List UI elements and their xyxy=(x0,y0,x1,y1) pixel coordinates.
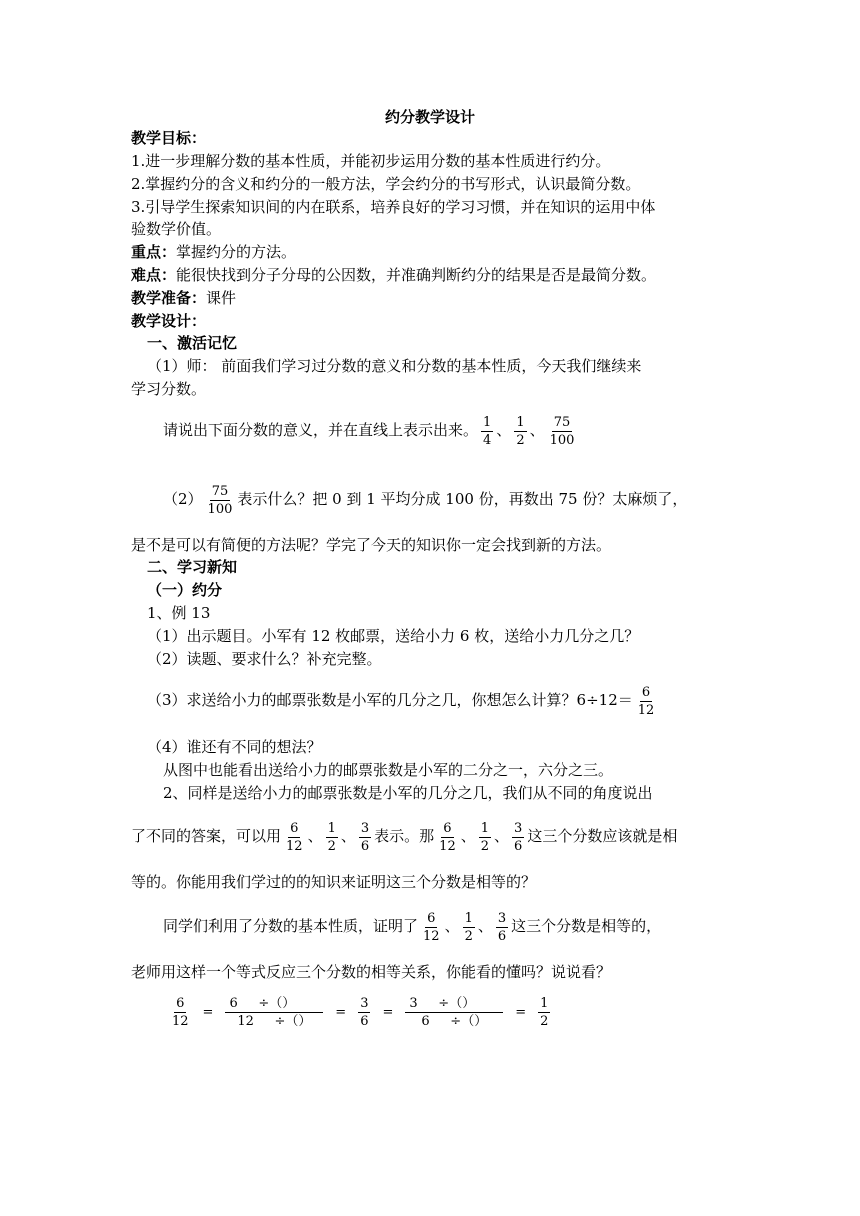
example-step-2: （2）读题、要求什么？补充完整。 xyxy=(147,650,382,668)
fraction-1-2-d: $\frac{1}{2}$ xyxy=(464,910,473,944)
preparation xyxy=(131,288,236,308)
diff-text: 能很快找到分子分母的公因数，并准确判断约分的结果是否是最简分数。 xyxy=(176,266,657,284)
eq-fraction-3-6: $\frac{3}{6}$ xyxy=(360,996,369,1029)
s1-para-4: 是不是可以有简便的方法呢？学完了今天的知识你一定会找到新的方法。 xyxy=(131,536,612,554)
example-step-3-text: （3）求送给小力的邮票张数是小军的几分之几，你想怎么计算？6÷12＝ xyxy=(147,691,633,709)
key-label: 重点： xyxy=(131,243,177,261)
key-point xyxy=(131,242,296,262)
equals-sign: = xyxy=(202,1005,214,1020)
fraction-1-2: $\frac{1}{2}$ xyxy=(516,414,525,448)
fraction-75-100-b: $\frac{75}{100}$ xyxy=(207,483,233,517)
equality-equation xyxy=(168,996,552,1029)
eq-fraction-6-12: $\frac{6}{12}$ xyxy=(172,996,189,1029)
goal-2: 2.掌握约分的含义和约分的一般方法，学会约分的书写形式，认识最简分数。 xyxy=(131,175,641,193)
example-step-3 xyxy=(147,682,659,718)
para-2-line-3: 等的。你能用我们学过的的知识来证明这三个分数是相等的？ xyxy=(131,873,537,891)
eq-fraction-divide-a: $\frac{6 \div()}{12 \div()}$ xyxy=(225,996,323,1029)
fraction-6-12-b: $\frac{6}{12}$ xyxy=(286,820,303,854)
s1-para-2: 请说出下面分数的意义，并在直线上表示出来。 $\frac{1}{4}$ 、 $\frac{1}{2}$ 、 $\frac{75}{100}$ xyxy=(163,414,575,448)
design-heading: 教学设计： xyxy=(131,312,207,330)
s1-para-3 xyxy=(163,481,687,517)
goal-3-cont: 验数学价值。 xyxy=(131,220,222,238)
fraction-75-100: $\frac{75}{100}$ xyxy=(549,414,575,448)
goals-heading: 教学目标： xyxy=(131,129,207,147)
fraction-1-2-b: $\frac{1}{2}$ xyxy=(327,820,336,854)
equals-sign-4: = xyxy=(515,1005,527,1020)
s1-para-2-text: 请说出下面分数的意义，并在直线上表示出来。 xyxy=(163,421,479,439)
fraction-6-12-c: $\frac{6}{12}$ xyxy=(439,820,456,854)
s1-para-3-post: 表示什么？把 0 到 1 平均分成 100 份，再数出 75 份？太麻烦了， xyxy=(237,490,688,508)
eq-fraction-divide-b: $\frac{3 \div()}{6 \div()}$ xyxy=(405,996,503,1029)
s1-para-3-pre: （2） xyxy=(163,490,203,508)
s1-para-1: （1）师： 前面我们学习过分数的意义和分数的基本性质，今天我们继续来 xyxy=(147,357,642,375)
prep-label: 教学准备： xyxy=(131,289,207,307)
fraction-3-6-b: $\frac{3}{6}$ xyxy=(514,820,523,854)
key-text: 掌握约分的方法。 xyxy=(176,243,297,261)
example-title: 1、例 13 xyxy=(147,604,211,622)
para-3-line-1: 同学们利用了分数的基本性质，证明了 $\frac{6}{12}$ 、 $\frac{1}{2}$ 、 $\frac{3}{6}$ 这三个分数是相等的， xyxy=(163,910,662,944)
fraction-1-2-c: $\frac{1}{2}$ xyxy=(480,820,490,854)
diff-label: 难点： xyxy=(131,266,177,284)
prep-text: 课件 xyxy=(206,289,237,307)
s1-para-1-cont: 学习分数。 xyxy=(131,380,207,398)
example-step-5: 从图中也能看出送给小力的邮票张数是小军的二分之一，六分之三。 xyxy=(163,761,614,779)
section-2-sub: （一）约分 xyxy=(147,581,223,599)
fraction-3-6-c: $\frac{3}{6}$ xyxy=(497,910,507,944)
section-1-heading: 一、激活记忆 xyxy=(147,334,238,352)
para-3-line-2: 老师用这样一个等式反应三个分数的相等关系，你能看的懂吗？说说看？ xyxy=(131,963,612,981)
fraction-6-12: $\frac{6}{12}$ xyxy=(637,684,655,718)
section-2-heading: 二、学习新知 xyxy=(147,558,238,576)
fraction-6-12-d: $\frac{6}{12}$ xyxy=(423,910,440,944)
document-title: 约分教学设计 xyxy=(384,108,475,126)
example-step-1: （1）出示题目。小军有 12 枚邮票，送给小力 6 枚，送给小力几分之几？ xyxy=(147,627,640,645)
goal-3: 3.引导学生探索知识间的内在联系，培养良好的学习习惯，并在知识的运用中体 xyxy=(131,198,656,216)
para-2-line-1: 2、同样是送给小力的邮票张数是小军的几分之几，我们从不同的角度说出 xyxy=(163,784,653,802)
example-step-4: （4）谁还有不同的想法？ xyxy=(147,738,322,756)
fraction-1-4: $\frac{1}{4}$ xyxy=(483,414,492,448)
equals-sign-2: = xyxy=(335,1005,347,1020)
para-2-line-2: 了不同的答案，可以用 $\frac{6}{12}$ 、 $\frac{1}{2}$ 、 $\frac{3}{6}$ 表示。那 $\frac{6}{12}$ 、 $\frac{1}{2}$ 、 $\frac{3}{6}$ 这三个分数应该就是相 xyxy=(131,820,678,854)
difficulty xyxy=(131,265,656,285)
goal-1: 1.进一步理解分数的基本性质，并能初步运用分数的基本性质进行约分。 xyxy=(131,152,611,170)
fraction-3-6: $\frac{3}{6}$ xyxy=(360,820,370,854)
eq-fraction-1-2: $\frac{1}{2}$ xyxy=(540,996,549,1029)
equals-sign-3: = xyxy=(382,1005,394,1020)
